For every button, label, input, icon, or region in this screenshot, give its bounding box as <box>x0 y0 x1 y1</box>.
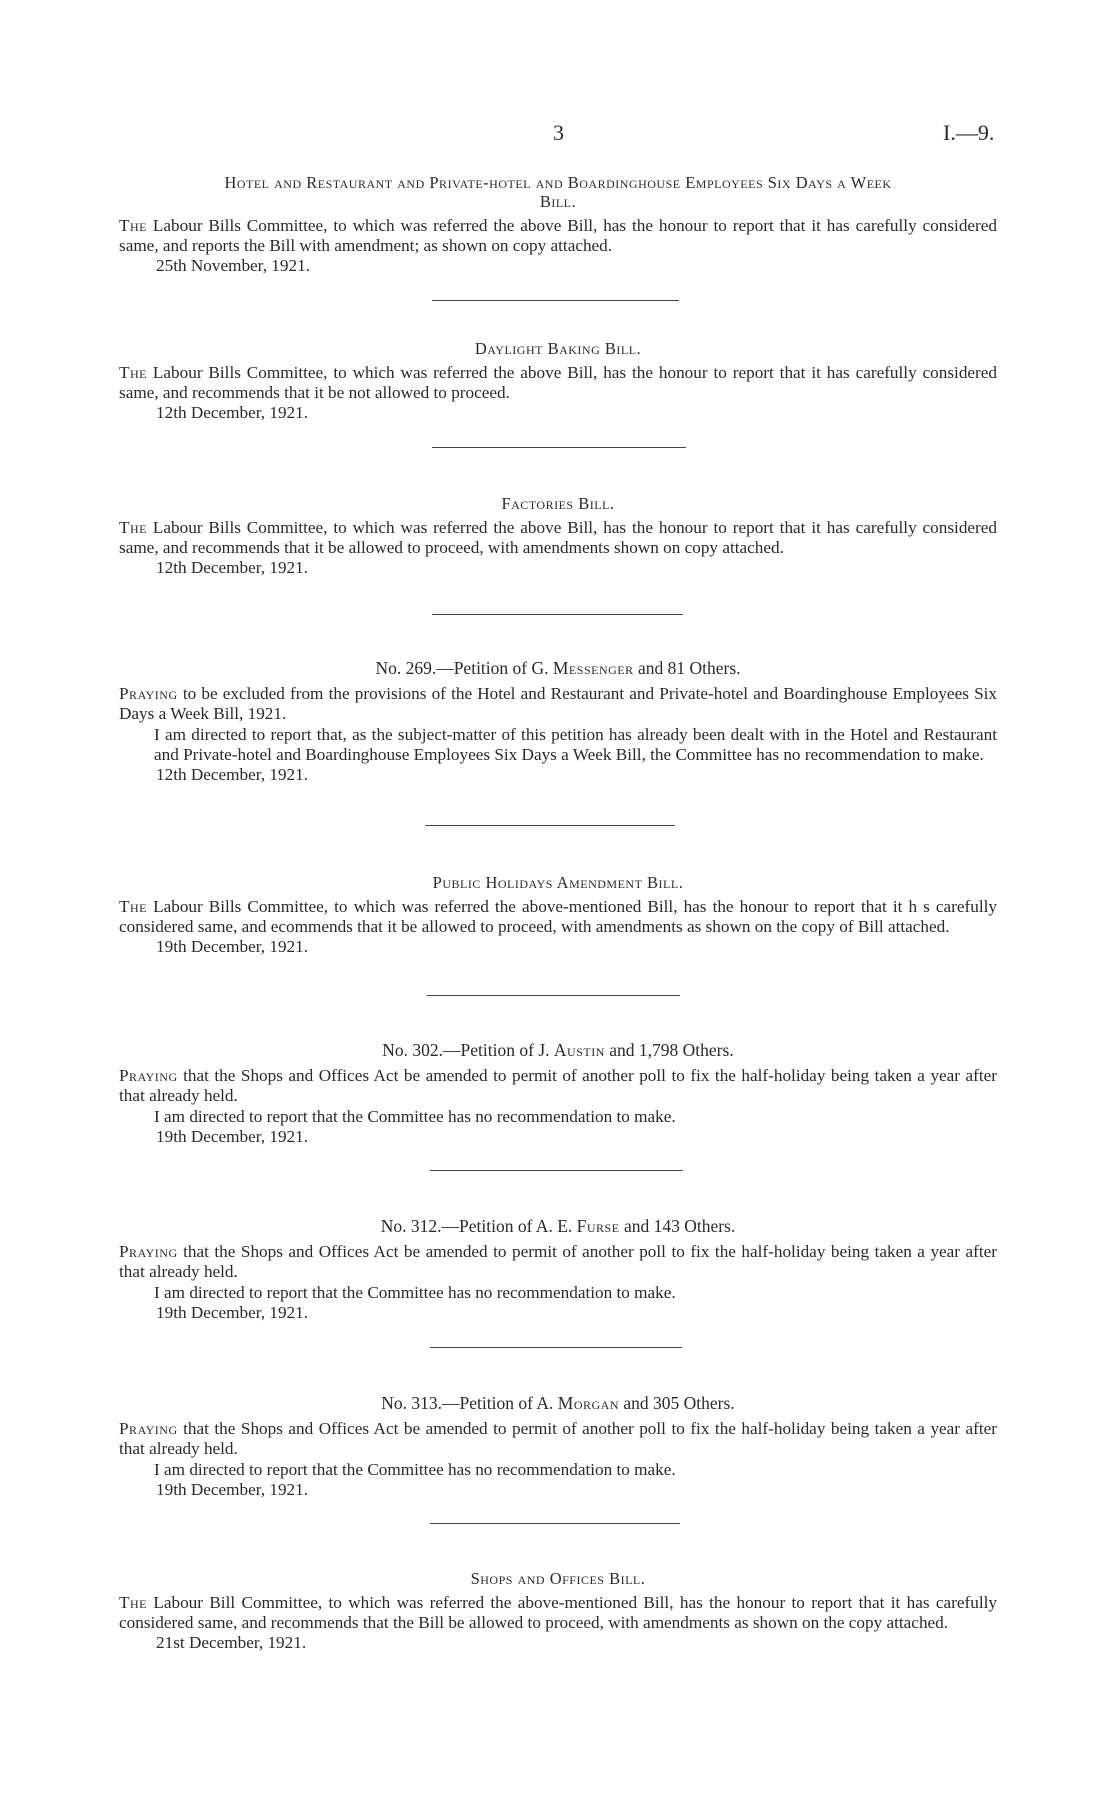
section-divider <box>432 447 686 448</box>
petition-heading <box>119 658 997 678</box>
petition-heading <box>119 1393 997 1413</box>
section-petition-269 <box>119 658 997 785</box>
paragraph-body: Labour Bills Committee, to which was referred the above Bill, has the honour to report that it has carefully considered same, and reports the Bill with amendment; as shown on copy attached. <box>119 216 998 256</box>
paragraph-lead: The <box>119 1593 147 1612</box>
report-paragraph <box>119 518 997 558</box>
prayer-paragraph <box>119 1242 997 1282</box>
report-date: 25th November, 1921. <box>156 256 310 276</box>
section-heading <box>119 173 997 211</box>
paragraph-lead: Praying <box>119 684 178 704</box>
report-date: 19th December, 1921. <box>156 1479 309 1499</box>
paragraph-lead: Praying <box>119 1419 178 1439</box>
petition-number: No. 312.—Petition of A. E. <box>380 1216 573 1236</box>
prayer-paragraph <box>119 1419 997 1459</box>
report-paragraph <box>119 897 997 937</box>
petitioner-name: Morgan <box>557 1393 619 1413</box>
petition-count: and 143 Others. <box>623 1216 736 1236</box>
petition-number: No. 302.—Petition of J. <box>382 1040 550 1060</box>
paragraph-body: that the Shops and Offices Act be amended to permit of another poll to fix the half-holiday being taken a year after that already held. <box>119 1242 997 1282</box>
report-paragraph: I am directed to report that the Committee has no recommendation to make. <box>154 1106 676 1126</box>
section-divider <box>425 825 675 826</box>
report-paragraph: I am directed to report that the Committee has no recommendation to make. <box>154 1459 676 1479</box>
paragraph-body: Labour Bills Committee, to which was referred the above-mentioned Bill, has the honour to report that it h s carefully considered same, and ecommends that it be allowed to proceed, with amendments as shown on the copy of Bill attached. <box>119 897 997 937</box>
petitioner-name: Furse <box>576 1216 620 1236</box>
section-public-holidays-bill <box>119 873 997 958</box>
section-divider <box>430 1170 683 1171</box>
petition-heading <box>119 1216 997 1236</box>
paragraph-body: Labour Bills Committee, to which was referred the above Bill, has the honour to report that it has carefully considered same, and recommends that it be allowed to proceed, with amendments shown on copy attached. <box>119 518 998 558</box>
petition-number: No. 269.—Petition of G. <box>375 658 549 678</box>
section-divider <box>430 1523 680 1524</box>
report-paragraph <box>119 216 997 256</box>
section-hotel-restaurant-bill <box>119 173 997 277</box>
paragraph-body: Labour Bill Committee, to which was referred the above-mentioned Bill, has the honour to report that it has carefully considered same, and recommends that the Bill be allowed to proceed, with amendments as shown on the copy attached. <box>119 1593 997 1633</box>
section-divider <box>427 995 680 996</box>
heading-line: Bill. <box>539 192 577 211</box>
petition-number: No. 313.—Petition of A. <box>381 1393 554 1413</box>
section-heading: Factories Bill. <box>501 494 615 513</box>
report-date: 19th December, 1921. <box>156 937 309 957</box>
section-petition-313 <box>119 1393 997 1500</box>
paragraph-lead: The <box>119 518 147 537</box>
report-date: 12th December, 1921. <box>156 765 309 785</box>
section-petition-312 <box>119 1216 997 1323</box>
section-divider <box>432 614 683 615</box>
section-divider <box>432 300 679 301</box>
petitioner-name: Messenger <box>552 658 634 678</box>
report-date: 12th December, 1921. <box>156 403 309 423</box>
page-number: 3 <box>553 120 564 145</box>
petition-count: and 81 Others. <box>637 658 741 678</box>
report-date: 19th December, 1921. <box>156 1126 309 1146</box>
section-heading: Public Holidays Amendment Bill. <box>432 873 684 892</box>
prayer-paragraph <box>119 1066 997 1106</box>
paragraph-lead: The <box>119 897 147 916</box>
petition-count: and 305 Others. <box>623 1393 735 1413</box>
report-date: 21st December, 1921. <box>156 1633 307 1653</box>
petition-heading <box>119 1040 997 1060</box>
paragraph-lead: Praying <box>119 1066 178 1086</box>
petition-count: and 1,798 Others. <box>609 1040 734 1060</box>
paragraph-lead: Praying <box>119 1242 178 1262</box>
paragraph-body: to be excluded from the provisions of the Hotel and Restaurant and Private-hotel and Boardinghouse Employees Six Days a Week Bill, 1921. <box>119 684 997 724</box>
paragraph-body: that the Shops and Offices Act be amended to permit of another poll to fix the half-holiday being taken a year after that already held. <box>119 1419 997 1459</box>
report-paragraph: I am directed to report that, as the subject-matter of this petition has already been dealt with in the Hotel and Restaurant and Private-hotel and Boardinghouse Employees Six Days a Week Bill, the Committee has no recommendation to make. <box>154 724 997 764</box>
report-date: 19th December, 1921. <box>156 1302 309 1322</box>
paragraph-body: Labour Bills Committee, to which was referred the above Bill, has the honour to report that it has carefully considered same, and recommends that it be not allowed to proceed. <box>119 363 998 403</box>
report-date: 12th December, 1921. <box>156 558 309 578</box>
section-shops-offices-bill <box>119 1569 997 1654</box>
prayer-paragraph <box>119 684 997 724</box>
paragraph-body: that the Shops and Offices Act be amended to permit of another poll to fix the half-holiday being taken a year after that already held. <box>119 1066 997 1106</box>
report-paragraph: I am directed to report that the Committee has no recommendation to make. <box>154 1282 676 1302</box>
report-paragraph <box>119 1593 997 1633</box>
report-paragraph <box>119 363 997 403</box>
petitioner-name: Austin <box>553 1040 605 1060</box>
section-factories-bill <box>119 494 997 579</box>
section-petition-302 <box>119 1040 997 1147</box>
section-heading: Shops and Offices Bill. <box>470 1569 646 1588</box>
paragraph-lead: The <box>119 216 147 235</box>
section-daylight-baking-bill <box>119 339 997 424</box>
heading-line: Hotel and Restaurant and Private-hotel and Boardinghouse Employees Six Days a Week <box>224 173 892 192</box>
paragraph-lead: The <box>119 363 147 382</box>
section-heading: Daylight Baking Bill. <box>474 339 642 358</box>
section-divider <box>430 1347 682 1348</box>
paper-reference: I.—9. <box>943 120 995 145</box>
